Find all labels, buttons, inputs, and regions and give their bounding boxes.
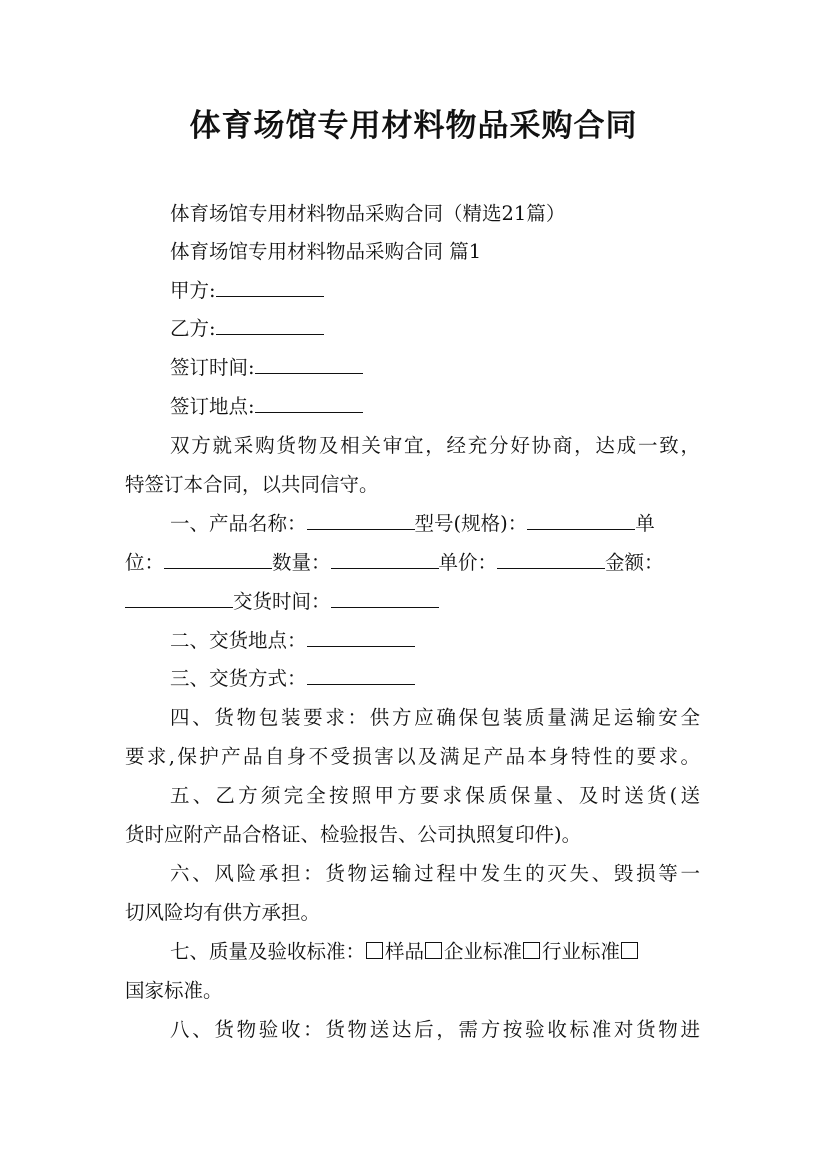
document-subtitle: 体育场馆专用材料物品采购合同（精选21篇） [170,202,566,225]
intro-line-2: 特签订本合同，以共同信守。 [125,473,379,496]
unit-label-part2: 位： [125,551,165,574]
item7-line-2: 国家标准。 [125,979,223,1002]
document-title: 体育场馆专用材料物品采购合同 [189,108,638,144]
industry-standard-checkbox[interactable] [523,942,540,959]
item5-line-1: 五、乙方须完全按照甲方要求保质保量、及时送货(送 [170,784,700,807]
item1-line-1 [170,513,655,535]
model-label: 型号(规格)： [414,512,528,535]
sample-checkbox[interactable] [366,942,383,959]
amount-label: 金额： [605,551,664,574]
unit-label-part1: 单 [635,512,655,535]
item2-line [170,630,415,652]
amount-blank [125,593,233,608]
sign-place-field [170,396,363,418]
party-b-label: 乙方: [170,317,216,340]
party-a-field [170,280,324,302]
sign-time-label: 签订时间: [170,356,255,379]
item8-line-1: 八、货物验收：货物送达后，需方按验收标准对货物进 [170,1018,700,1041]
delivery-time-blank [331,593,439,608]
sample-option-label: 样品 [385,940,425,963]
item6-line-1: 六、风险承担：货物运输过程中发生的灭失、毁损等一 [170,862,700,885]
model-blank [527,515,635,530]
sign-place-blank [255,398,363,413]
delivery-place-blank [307,632,415,647]
product-name-blank [307,515,415,530]
industry-standard-label: 行业标准 [542,940,621,963]
party-b-blank [216,320,324,335]
delivery-method-blank [307,670,415,685]
intro-line-1: 双方就采购货物及相关审宜，经充分好协商，达成一致， [170,434,700,457]
delivery-place-label: 二、交货地点： [170,629,307,652]
quality-standard-label: 七、质量及验收标准： [170,940,366,963]
quantity-label: 数量： [272,551,331,574]
item5-line-2: 货时应附产品合格证、检验报告、公司执照复印件)。 [125,823,582,846]
item1-line-2 [125,552,664,574]
item1-line-3 [125,591,439,613]
party-a-label: 甲方: [170,279,216,302]
party-b-field [170,318,324,340]
unit-blank [164,554,272,569]
quantity-blank [331,554,439,569]
product-name-label: 一、产品名称： [170,512,307,535]
delivery-method-label: 三、交货方式： [170,667,307,690]
national-standard-checkbox[interactable] [621,942,638,959]
unit-price-label: 单价： [438,551,498,574]
item6-line-2: 切风险均有供方承担。 [125,901,321,924]
party-a-blank [216,282,324,297]
unit-price-blank [497,554,605,569]
sign-time-field [170,357,363,379]
item7-line-1 [170,941,640,963]
section-heading: 体育场馆专用材料物品采购合同 篇1 [170,240,482,263]
sign-time-blank [255,359,363,374]
item4-line-1: 四、货物包装要求：供方应确保包装质量满足运输安全 [170,706,700,729]
item4-line-2: 要求,保护产品自身不受损害以及满足产品本身特性的要求。 [125,745,700,768]
enterprise-standard-label: 企业标准 [444,940,523,963]
item3-line [170,668,415,690]
enterprise-standard-checkbox[interactable] [425,942,442,959]
delivery-time-label: 交货时间： [233,590,331,613]
sign-place-label: 签订地点: [170,395,255,418]
